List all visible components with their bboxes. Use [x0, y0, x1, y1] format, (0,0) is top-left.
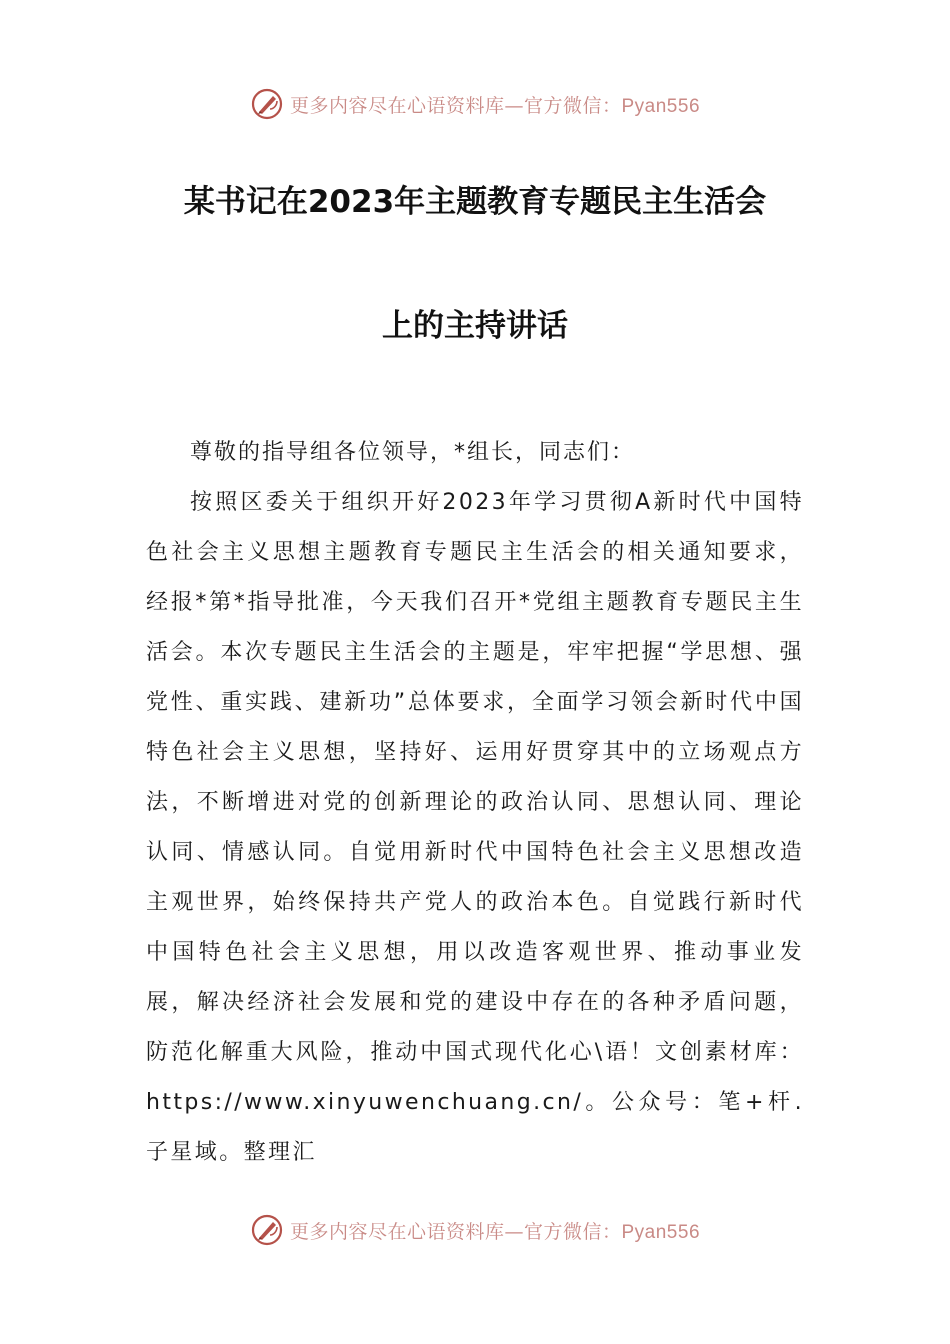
pen-logo-icon	[250, 87, 284, 121]
pen-logo-icon	[250, 1213, 284, 1247]
watermark-banner-bottom	[0, 1210, 950, 1250]
document-body	[146, 428, 804, 1178]
watermark-text: 更多内容尽在心语资料库—官方微信：Pyan556	[289, 94, 701, 117]
watermark-text: 更多内容尽在心语资料库—官方微信：Pyan556	[289, 1220, 701, 1243]
body-paragraph: 按照区委关于组织开好2023年学习贯彻A新时代中国特色社会主义思想主题教育专题民主生活会的相关通知要求，经报*第*指导批准，今天我们召开*党组主题教育专题民主生活会。本次专题民主生活会的主题是，牢牢把握“学思想、强党性、重实践、建新功”总体要求，全面学习领会新时代中国特色社会主义思想，坚持好、运用好贯穿其中的立场观点方法，不断增进对党的创新理论的政治认同、思想认同、理论认同、情感认同。自觉用新时代中国特色社会主义思想改造主观世界，始终保持共产党人的政治本色。自觉践行新时代中国特色社会主义思想，用以改造客观世界、推动事业发展，解决经济社会发展和党的建设中存在的各种矛盾问题，防范化解重大风险，推动中国式现代化心\语！文创素材库：https://www.xinyuwenchuang.cn/。公众号：笔+杆.子星域。整理汇	[146, 490, 804, 1165]
watermark-banner-top	[0, 84, 950, 124]
watermark-wechat-id: Pyan556	[621, 95, 701, 117]
document-title-line-1: 某书记在2023年主题教育专题民主生活会	[183, 184, 767, 220]
greeting-paragraph: 尊敬的指导组各位领导，*组长，同志们：	[190, 440, 636, 465]
document-title-line-2: 上的主持讲话	[382, 308, 568, 344]
watermark-wechat-id: Pyan556	[621, 1221, 701, 1243]
